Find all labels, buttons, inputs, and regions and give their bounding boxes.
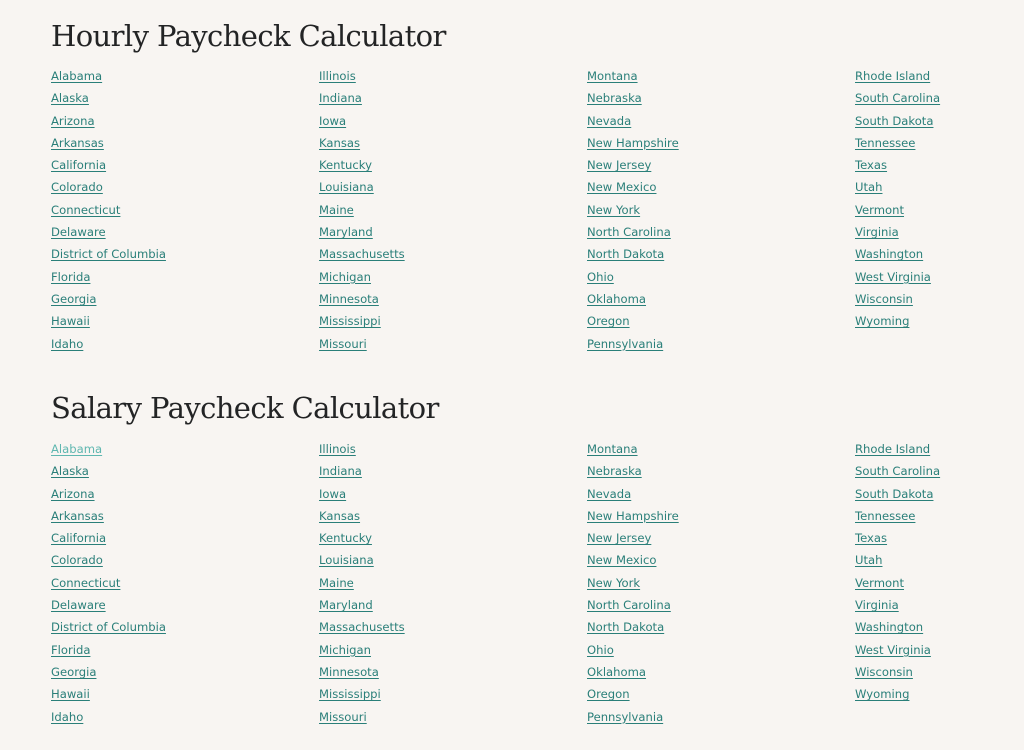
state-link-louisiana[interactable]: Louisiana	[319, 553, 374, 568]
state-link-west-virginia[interactable]: West Virginia	[855, 269, 931, 284]
state-link-massachusetts[interactable]: Massachusetts	[319, 620, 405, 635]
state-link-virginia[interactable]: Virginia	[855, 225, 899, 240]
state-link-colorado[interactable]: Colorado	[51, 180, 103, 195]
state-link-rhode-island[interactable]: Rhode Island	[855, 442, 931, 456]
state-link-california[interactable]: California	[51, 531, 107, 546]
salary-calculator-section	[51, 390, 1011, 738]
state-link-utah[interactable]: Utah	[855, 553, 883, 568]
state-link-louisiana[interactable]: Louisiana	[319, 180, 374, 195]
state-link-pennsylvania[interactable]: Pennsylvania	[587, 709, 664, 724]
state-link-nebraska[interactable]: Nebraska	[587, 91, 642, 106]
state-link-tennessee[interactable]: Tennessee	[855, 508, 916, 523]
state-link-minnesota[interactable]: Minnesota	[319, 664, 379, 679]
state-link-wisconsin[interactable]: Wisconsin	[855, 291, 913, 306]
hourly-calculator-section	[51, 18, 1011, 365]
state-link-tennessee[interactable]: Tennessee	[855, 135, 916, 150]
state-column-1	[51, 65, 166, 355]
state-link-new-york[interactable]: New York	[587, 575, 641, 590]
state-link-utah[interactable]: Utah	[855, 180, 883, 195]
state-link-maryland[interactable]: Maryland	[319, 225, 373, 240]
state-link-new-jersey[interactable]: New Jersey	[587, 158, 652, 173]
state-link-missouri[interactable]: Missouri	[319, 336, 367, 351]
state-link-michigan[interactable]: Michigan	[319, 269, 371, 284]
state-column-3	[587, 438, 679, 728]
state-link-new-jersey[interactable]: New Jersey	[587, 531, 652, 546]
state-link-oregon[interactable]: Oregon	[587, 314, 630, 329]
state-link-illinois[interactable]: Illinois	[319, 442, 356, 456]
state-link-mississippi[interactable]: Mississippi	[319, 687, 381, 702]
state-link-south-dakota[interactable]: South Dakota	[855, 113, 934, 128]
state-link-arizona[interactable]: Arizona	[51, 486, 95, 501]
state-link-alabama[interactable]: Alabama	[51, 69, 103, 83]
state-link-vermont[interactable]: Vermont	[855, 202, 905, 217]
state-link-georgia[interactable]: Georgia	[51, 291, 97, 306]
state-link-alabama[interactable]: Alabama	[51, 442, 103, 456]
state-link-district-of-columbia[interactable]: District of Columbia	[51, 247, 166, 262]
state-link-south-carolina[interactable]: South Carolina	[855, 464, 941, 479]
state-link-arizona[interactable]: Arizona	[51, 113, 95, 128]
state-column-1	[51, 438, 166, 728]
state-link-illinois[interactable]: Illinois	[319, 69, 356, 83]
state-link-south-dakota[interactable]: South Dakota	[855, 486, 934, 501]
state-link-wyoming[interactable]: Wyoming	[855, 314, 910, 329]
state-link-mississippi[interactable]: Mississippi	[319, 314, 381, 329]
state-link-wyoming[interactable]: Wyoming	[855, 687, 910, 702]
state-link-california[interactable]: California	[51, 158, 107, 173]
state-link-delaware[interactable]: Delaware	[51, 225, 106, 240]
state-link-texas[interactable]: Texas	[855, 158, 888, 173]
state-link-florida[interactable]: Florida	[51, 269, 91, 284]
state-link-new-mexico[interactable]: New Mexico	[587, 553, 657, 568]
state-link-north-dakota[interactable]: North Dakota	[587, 247, 665, 262]
state-link-north-carolina[interactable]: North Carolina	[587, 225, 671, 240]
state-column-2	[319, 65, 405, 355]
state-link-nevada[interactable]: Nevada	[587, 113, 632, 128]
state-link-montana[interactable]: Montana	[587, 442, 638, 456]
state-link-hawaii[interactable]: Hawaii	[51, 687, 90, 702]
state-link-ohio[interactable]: Ohio	[587, 642, 614, 657]
state-link-district-of-columbia[interactable]: District of Columbia	[51, 620, 166, 635]
state-link-new-york[interactable]: New York	[587, 202, 641, 217]
section-title-salary: Salary Paycheck Calculator	[51, 391, 439, 425]
state-link-kentucky[interactable]: Kentucky	[319, 158, 372, 173]
state-link-kansas[interactable]: Kansas	[319, 508, 361, 523]
state-link-vermont[interactable]: Vermont	[855, 575, 905, 590]
section-title-hourly: Hourly Paycheck Calculator	[51, 19, 446, 53]
state-link-missouri[interactable]: Missouri	[319, 709, 367, 724]
state-link-arkansas[interactable]: Arkansas	[51, 508, 104, 523]
state-link-washington[interactable]: Washington	[855, 620, 924, 635]
state-link-michigan[interactable]: Michigan	[319, 642, 371, 657]
state-link-new-mexico[interactable]: New Mexico	[587, 180, 657, 195]
state-link-georgia[interactable]: Georgia	[51, 664, 97, 679]
state-link-colorado[interactable]: Colorado	[51, 553, 103, 568]
state-link-maine[interactable]: Maine	[319, 575, 354, 590]
state-links-grid-salary	[51, 438, 1011, 738]
state-link-kentucky[interactable]: Kentucky	[319, 531, 372, 546]
state-link-minnesota[interactable]: Minnesota	[319, 291, 379, 306]
state-link-nevada[interactable]: Nevada	[587, 486, 632, 501]
state-link-nebraska[interactable]: Nebraska	[587, 464, 642, 479]
state-link-iowa[interactable]: Iowa	[319, 113, 347, 128]
state-link-maine[interactable]: Maine	[319, 202, 354, 217]
state-link-arkansas[interactable]: Arkansas	[51, 135, 104, 150]
state-link-north-carolina[interactable]: North Carolina	[587, 598, 671, 613]
state-link-massachusetts[interactable]: Massachusetts	[319, 247, 405, 262]
state-link-idaho[interactable]: Idaho	[51, 709, 84, 724]
state-link-alaska[interactable]: Alaska	[51, 91, 89, 106]
state-link-oklahoma[interactable]: Oklahoma	[587, 664, 647, 679]
state-link-pennsylvania[interactable]: Pennsylvania	[587, 336, 664, 351]
state-link-ohio[interactable]: Ohio	[587, 269, 614, 284]
state-link-washington[interactable]: Washington	[855, 247, 924, 262]
state-link-connecticut[interactable]: Connecticut	[51, 202, 121, 217]
state-link-idaho[interactable]: Idaho	[51, 336, 84, 351]
state-link-south-carolina[interactable]: South Carolina	[855, 91, 941, 106]
state-link-delaware[interactable]: Delaware	[51, 598, 106, 613]
state-column-3	[587, 65, 679, 355]
state-link-florida[interactable]: Florida	[51, 642, 91, 657]
state-link-rhode-island[interactable]: Rhode Island	[855, 69, 931, 83]
state-links-grid-hourly	[51, 65, 1011, 365]
state-column-4	[855, 65, 940, 333]
state-link-west-virginia[interactable]: West Virginia	[855, 642, 931, 657]
state-link-texas[interactable]: Texas	[855, 531, 888, 546]
state-link-new-hampshire[interactable]: New Hampshire	[587, 135, 679, 150]
state-link-virginia[interactable]: Virginia	[855, 598, 899, 613]
state-link-new-hampshire[interactable]: New Hampshire	[587, 508, 679, 523]
state-column-2	[319, 438, 405, 728]
state-link-north-dakota[interactable]: North Dakota	[587, 620, 665, 635]
state-link-wisconsin[interactable]: Wisconsin	[855, 664, 913, 679]
state-link-oklahoma[interactable]: Oklahoma	[587, 291, 647, 306]
state-link-indiana[interactable]: Indiana	[319, 464, 362, 479]
state-link-montana[interactable]: Montana	[587, 69, 638, 83]
state-column-4	[855, 438, 940, 706]
state-link-indiana[interactable]: Indiana	[319, 91, 362, 106]
state-link-kansas[interactable]: Kansas	[319, 135, 361, 150]
state-link-maryland[interactable]: Maryland	[319, 598, 373, 613]
state-link-oregon[interactable]: Oregon	[587, 687, 630, 702]
state-link-hawaii[interactable]: Hawaii	[51, 314, 90, 329]
state-link-iowa[interactable]: Iowa	[319, 486, 347, 501]
state-link-alaska[interactable]: Alaska	[51, 464, 89, 479]
state-link-connecticut[interactable]: Connecticut	[51, 575, 121, 590]
